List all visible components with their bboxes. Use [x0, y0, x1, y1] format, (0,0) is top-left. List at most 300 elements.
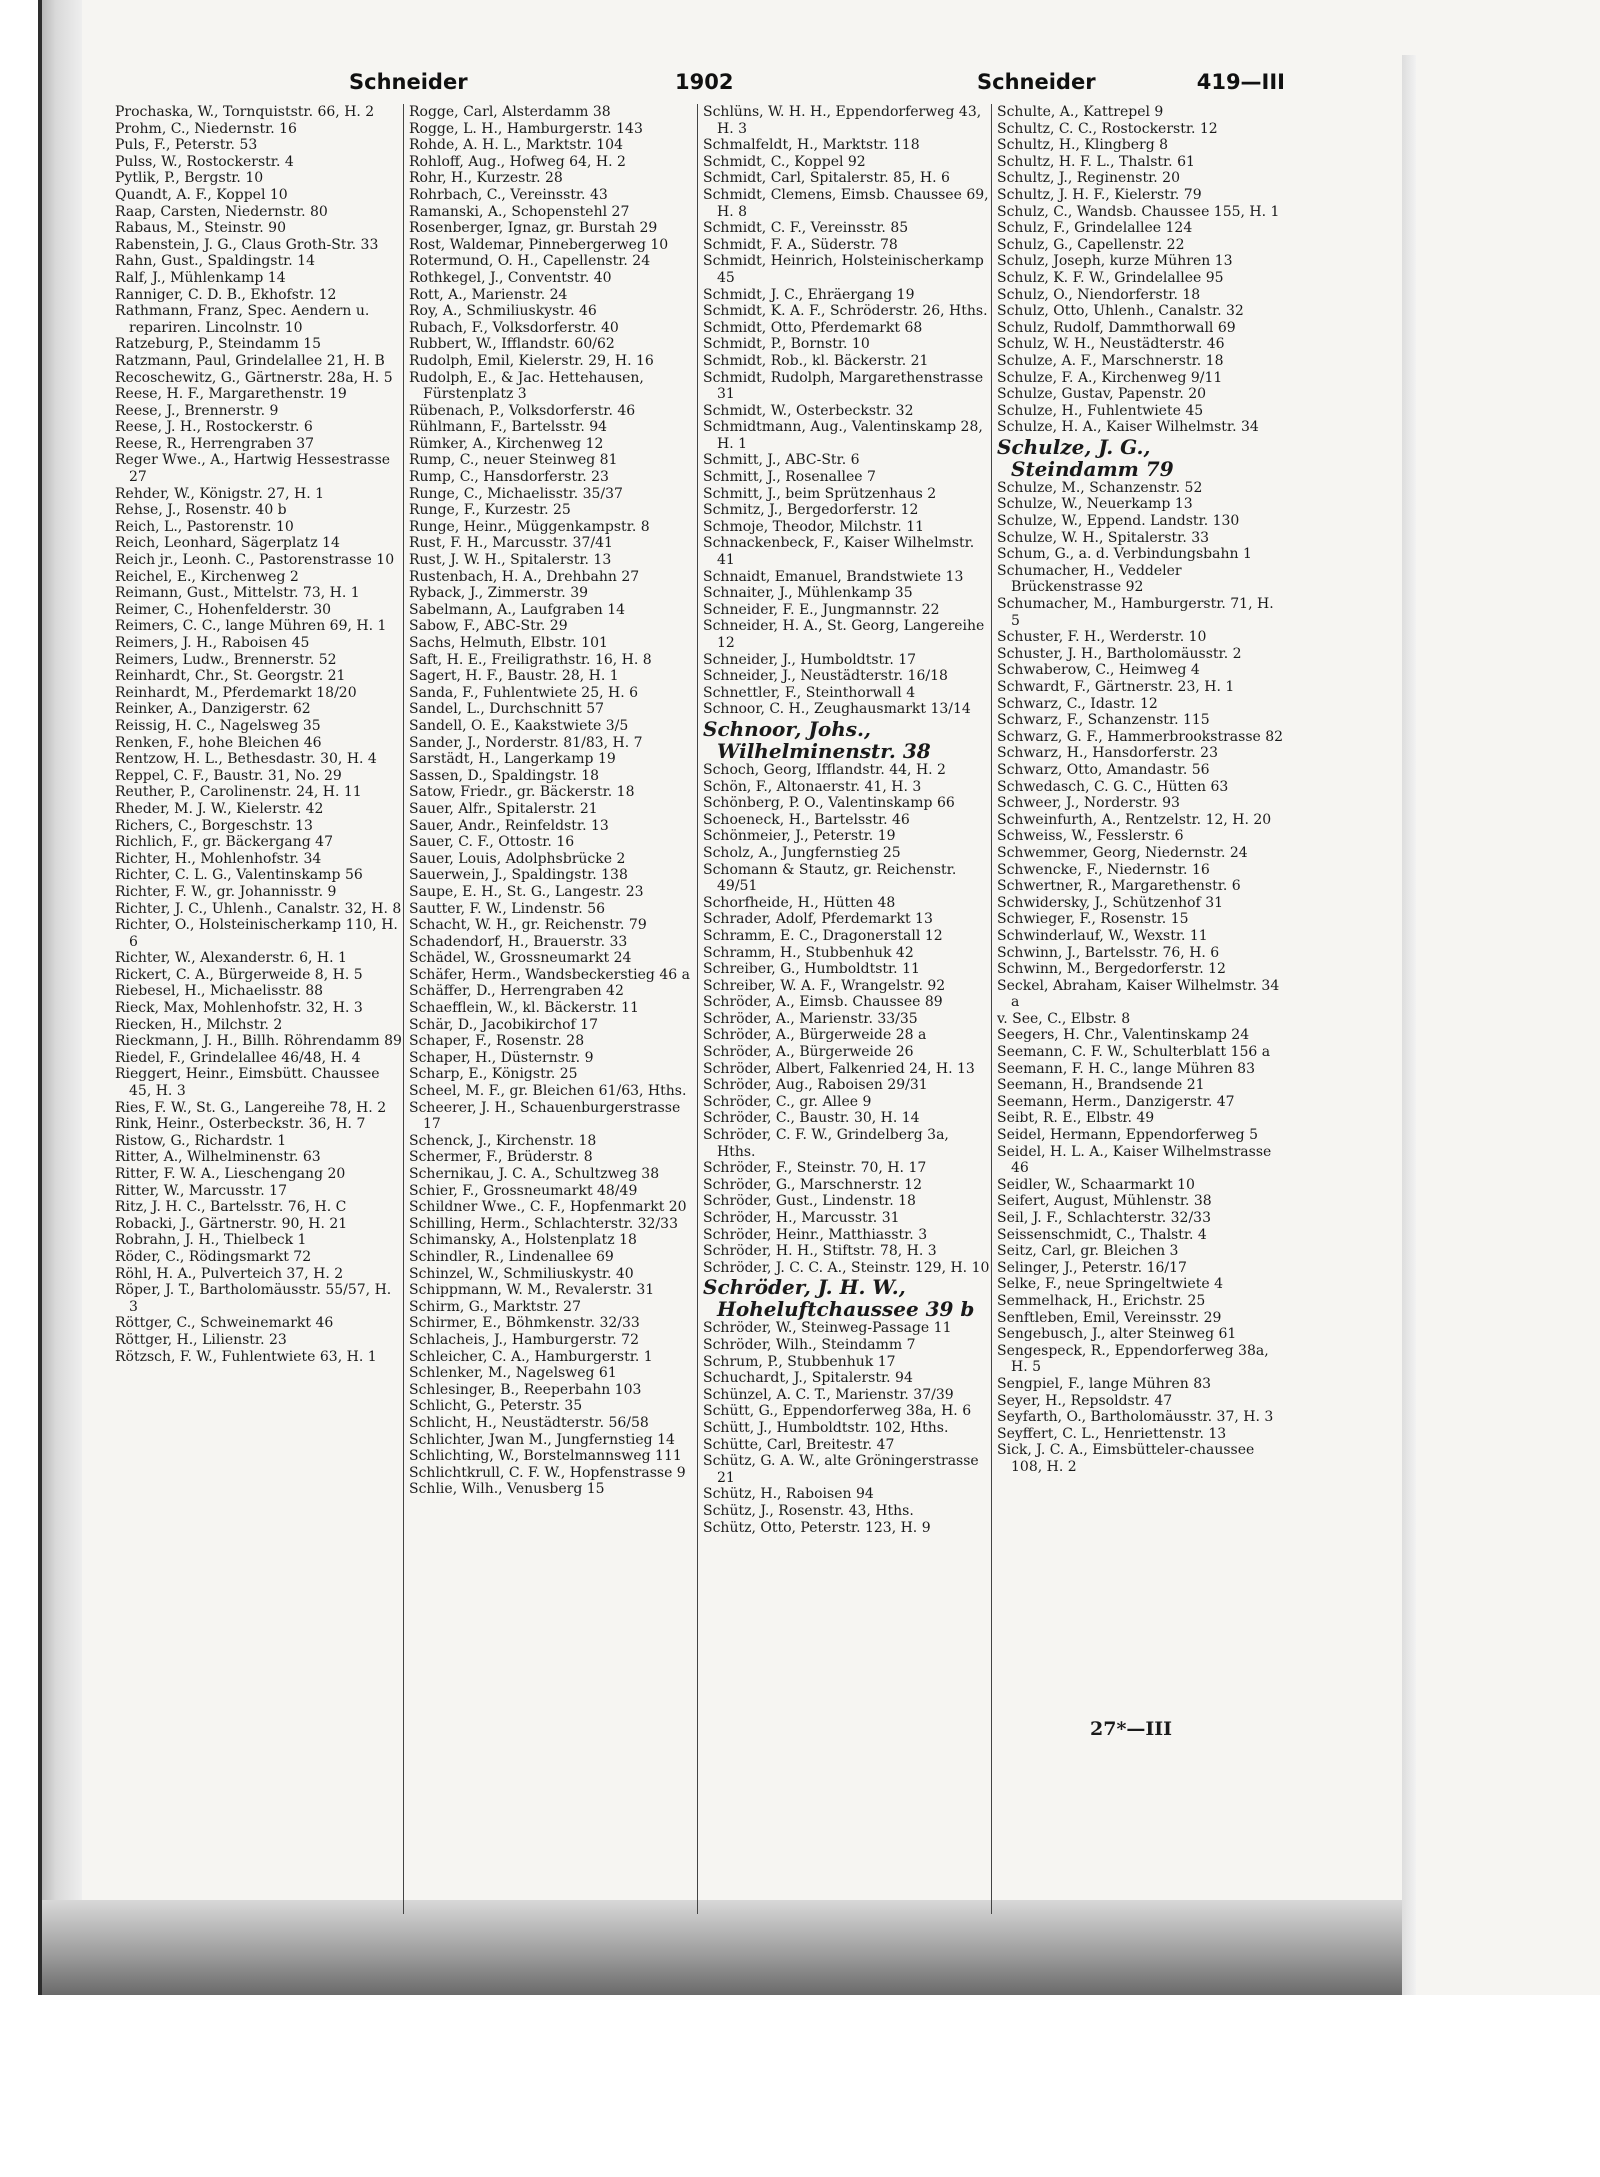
directory-entry: Rogge, L. H., Hamburgerstr. 143	[409, 120, 643, 137]
directory-entry: Renken, F., hohe Bleichen 46	[115, 734, 322, 751]
directory-entry: Prohm, C., Niedernstr. 16	[115, 120, 297, 137]
directory-entry: Schröder, A., Eimsb. Chaussee 89	[703, 994, 943, 1011]
directory-entry: Schröder, J. C. C. A., Steinstr. 129, H. 10	[703, 1259, 990, 1276]
directory-entry: Pulss, W., Rostockerstr. 4	[115, 153, 294, 170]
directory-entry: Rost, Waldemar, Pinnebergerweg 10	[409, 236, 669, 253]
directory-columns	[115, 104, 1285, 1904]
directory-entry: Seifert, August, Mühlenstr. 38	[997, 1193, 1212, 1210]
directory-entry: Schultz, J., Reginenstr. 20	[997, 170, 1180, 187]
directory-entry: Schlicht, G., Peterstr. 35	[409, 1398, 583, 1415]
directory-entry: Reese, R., Herrengraben 37	[115, 435, 315, 452]
directory-entry: Schmidt, Carl, Spitalerstr. 85, H. 6	[703, 170, 950, 187]
directory-entry: Rabenstein, J. G., Claus Groth-Str. 33	[115, 236, 379, 253]
directory-entry: Reich, Leonhard, Sägerplatz 14	[115, 535, 340, 552]
directory-entry: Reese, J. H., Rostockerstr. 6	[115, 419, 313, 436]
directory-entry: Richlich, F., gr. Bäckergang 47	[115, 834, 333, 851]
directory-entry: Schnettler, F., Steinthorwall 4	[703, 684, 916, 701]
page-edge-right	[1402, 55, 1416, 1995]
directory-entry: Schnaidt, Emanuel, Brandstwiete 13	[703, 568, 964, 585]
directory-entry: Rümker, A., Kirchenweg 12	[409, 435, 604, 452]
directory-entry: Schmalfeldt, H., Marktstr. 118	[703, 137, 920, 154]
directory-entry: Ryback, J., Zimmerstr. 39	[409, 585, 589, 602]
directory-entry: Schaper, H., Düsternstr. 9	[409, 1049, 594, 1066]
directory-entry: Schröder, W., Steinweg-Passage 11	[703, 1320, 952, 1337]
directory-entry: Ramanski, A., Schopenstehl 27	[409, 203, 630, 220]
directory-entry: Sagert, H. F., Baustr. 28, H. 1	[409, 668, 619, 685]
directory-entry: Quandt, A. F., Koppel 10	[115, 186, 288, 203]
directory-entry: Reger Wwe., A., Hartwig Hessestrasse 27	[115, 452, 391, 486]
directory-entry: Reich jr., Leonh. C., Pastorenstrasse 10	[115, 552, 395, 569]
directory-entry: Rieck, Max, Mohlenhofstr. 32, H. 3	[115, 1000, 363, 1017]
directory-entry: Schlüns, W. H. H., Eppendorferweg 43, H. 3	[703, 104, 982, 137]
directory-entry: Schadendorf, H., Brauerstr. 33	[409, 933, 628, 950]
directory-entry: Schulz, Otto, Uhlenh., Canalstr. 32	[997, 303, 1244, 320]
directory-entry: Ritz, J. H. C., Bartelsstr. 76, H. C	[115, 1199, 347, 1216]
directory-entry: Pytlik, P., Bergstr. 10	[115, 170, 264, 187]
directory-entry: Sengpiel, F., lange Mühren 83	[997, 1375, 1212, 1392]
directory-entry: Schreiber, W. A. F., Wrangelstr. 92	[703, 977, 946, 994]
directory-entry: Sachs, Helmuth, Elbstr. 101	[409, 635, 608, 651]
binding-edge	[0, 0, 42, 1995]
directory-entry: Ristow, G., Richardstr. 1	[115, 1132, 287, 1149]
directory-entry: Schrum, P., Stubbenhuk 17	[703, 1353, 896, 1370]
directory-entry: Schulze, W., Eppend. Landstr. 130	[997, 513, 1240, 530]
directory-entry: Schimansky, A., Holstenplatz 18	[409, 1232, 637, 1249]
directory-entry: Seidel, Hermann, Eppendorferweg 5	[997, 1127, 1258, 1144]
directory-entry: Röhl, H. A., Pulverteich 37, H. 2	[115, 1265, 344, 1282]
directory-entry: Schröder, Wilh., Steindamm 7	[703, 1336, 916, 1353]
directory-entry: Reinker, A., Danzigerstr. 62	[115, 701, 311, 718]
directory-entry: Riecken, H., Milchstr. 2	[115, 1016, 283, 1033]
directory-entry: Schlichting, W., Borstelmannsweg 111	[409, 1448, 682, 1465]
directory-entry: Sarstädt, H., Langerkamp 19	[409, 751, 616, 768]
directory-entry: Rogge, Carl, Alsterdamm 38	[409, 104, 611, 120]
directory-entry: Schön, F., Altonaerstr. 41, H. 3	[703, 778, 922, 795]
directory-entry: Roy, A., Schmiliuskystr. 46	[409, 303, 597, 320]
directory-entry: Schindler, R., Lindenallee 69	[409, 1248, 614, 1265]
directory-entry: Schwinn, M., Bergedorferstr. 12	[997, 961, 1226, 978]
directory-entry: Schmitt, J., beim Sprützenhaus 2	[703, 485, 937, 502]
directory-entry: Schütt, G., Eppendorferweg 38a, H. 6	[703, 1403, 972, 1420]
directory-entry: Sauer, Alfr., Spitalerstr. 21	[409, 800, 598, 817]
directory-entry: Schaper, F., Rosenstr. 28	[409, 1033, 585, 1050]
directory-entry: Schernikau, J. C. A., Schultzweg 38	[409, 1166, 660, 1182]
directory-entry: Schulz, Rudolf, Dammthorwall 69	[997, 319, 1236, 336]
column-3	[703, 104, 992, 1914]
directory-entry: Schröder, Aug., Raboisen 29/31	[703, 1077, 928, 1094]
directory-entry: Schmidt, C., Koppel 92	[703, 153, 866, 170]
directory-entry: Schütz, J., Rosenstr. 43, Hths.	[703, 1502, 914, 1519]
directory-entry: Schum, G., a. d. Verbindungsbahn 1	[997, 546, 1252, 563]
directory-entry: Schuchardt, J., Spitalerstr. 94	[703, 1370, 913, 1387]
directory-entry: Sengespeck, R., Eppendorferweg 38a, H. 5	[997, 1342, 1269, 1376]
directory-entry: Robacki, J., Gärtnerstr. 90, H. 21	[115, 1215, 348, 1232]
directory-entry: Schütt, J., Humboldtstr. 102, Hths.	[703, 1419, 949, 1436]
directory-entry: Röper, J. T., Bartholomäusstr. 55/57, H. 3	[115, 1282, 392, 1315]
directory-entry: Schweinfurth, A., Rentzelstr. 12, H. 20	[997, 811, 1272, 828]
directory-entry: Rühlmann, F., Bartelsstr. 94	[409, 419, 608, 436]
directory-entry: Seemann, F. H. C., lange Mühren 83	[997, 1060, 1255, 1077]
directory-entry: Schröder, A., Marienstr. 33/35	[703, 1010, 918, 1027]
directory-entry: Schröder, F., Steinstr. 70, H. 17	[703, 1160, 927, 1177]
directory-entry: Schulze, W., Neuerkamp 13	[997, 496, 1193, 513]
directory-entry: Reich, L., Pastorenstr. 10	[115, 518, 294, 535]
header-left-word: Schneider	[349, 70, 468, 94]
directory-entry: Schönberg, P. O., Valentinskamp 66	[703, 795, 955, 812]
directory-entry: Sabow, F., ABC-Str. 29	[409, 618, 568, 635]
directory-entry: Rustenbach, H. A., Drehbahn 27	[409, 568, 640, 585]
directory-entry: Selinger, J., Peterstr. 16/17	[997, 1259, 1187, 1276]
directory-entry: Rudolph, Emil, Kielerstr. 29, H. 16	[409, 352, 654, 369]
directory-entry: Schweer, J., Norderstr. 93	[997, 795, 1180, 812]
directory-entry: Röder, C., Rödingsmarkt 72	[115, 1248, 312, 1265]
directory-entry: Schumacher, M., Hamburgerstr. 71, H. 5	[997, 596, 1274, 629]
directory-entry: Rötzsch, F. W., Fuhlentwiete 63, H. 1	[115, 1348, 377, 1365]
directory-entry: Seemann, C. F. W., Schulterblatt 156 a	[997, 1044, 1271, 1061]
directory-entry: Satow, Friedr., gr. Bäckerstr. 18	[409, 784, 635, 801]
directory-entry: Schwaberow, C., Heimweg 4	[997, 662, 1200, 679]
directory-entry: Schultz, C. C., Rostockerstr. 12	[997, 120, 1218, 137]
directory-entry: Seitz, Carl, gr. Bleichen 3	[997, 1243, 1179, 1260]
directory-entry: Scholz, A., Jungfernstieg 25	[703, 844, 901, 861]
directory-entry: Schwinn, J., Bartelsstr. 76, H. 6	[997, 944, 1220, 961]
directory-entry: Rabaus, M., Steinstr. 90	[115, 220, 286, 237]
directory-entry: Sandell, O. E., Kaakstwiete 3/5	[409, 717, 629, 734]
directory-entry: Schröder, Albert, Falkenried 24, H. 13	[703, 1060, 975, 1077]
directory-entry: Rott, A., Marienstr. 24	[409, 286, 568, 303]
directory-entry: Reinhardt, Chr., St. Georgstr. 21	[115, 668, 346, 685]
directory-entry: Schlichtkrull, C. F. W., Hopfenstrasse 9	[409, 1464, 686, 1481]
directory-entry: Rübenach, P., Volksdorferstr. 46	[409, 402, 636, 419]
column-1	[115, 104, 404, 1914]
directory-entry: Schermer, F., Brüderstr. 8	[409, 1149, 593, 1166]
directory-entry: Schröder, A., Bürgerweide 26	[703, 1044, 914, 1061]
directory-entry: Seidler, W., Schaarmarkt 10	[997, 1176, 1195, 1193]
directory-entry: Rust, J. W. H., Spitalerstr. 13	[409, 552, 612, 569]
directory-entry: Rheder, M. J. W., Kielerstr. 42	[115, 800, 324, 817]
directory-entry: Saft, H. E., Freiligrathstr. 16, H. 8	[409, 651, 652, 668]
column-4	[997, 104, 1285, 1914]
directory-entry: Seemann, Herm., Danzigerstr. 47	[997, 1093, 1235, 1110]
directory-entry: Schulze, F. A., Kirchenweg 9/11	[997, 369, 1223, 386]
directory-entry: Richter, C. L. G., Valentinskamp 56	[115, 867, 363, 884]
directory-entry: Sauer, Andr., Reinfeldstr. 13	[409, 817, 609, 834]
directory-entry: Schröder, H. H., Stiftstr. 78, H. 3	[703, 1243, 937, 1260]
directory-entry: Schwidersky, J., Schützenhof 31	[997, 894, 1224, 911]
directory-entry: Seyfarth, O., Bartholomäusstr. 37, H. 3	[997, 1409, 1274, 1426]
directory-entry: Schmidt, Rob., kl. Bäckerstr. 21	[703, 352, 929, 369]
directory-entry: Rentzow, H. L., Bethesdastr. 30, H. 4	[115, 751, 377, 768]
directory-entry: Schmidt, C. F., Vereinsstr. 85	[703, 220, 909, 237]
directory-entry: Schwarz, F., Schanzenstr. 115	[997, 712, 1210, 729]
directory-entry: Reese, J., Brennerstr. 9	[115, 402, 279, 419]
directory-entry: Rickert, C. A., Bürgerweide 8, H. 5	[115, 966, 363, 983]
directory-entry: Scheel, M. F., gr. Bleichen 61/63, Hths.	[409, 1083, 687, 1100]
directory-entry: Sengebusch, J., alter Steinweg 61	[997, 1326, 1237, 1343]
directory-entry: Rosenberger, Ignaz, gr. Burstah 29	[409, 220, 658, 237]
directory-entry: Rump, C., Hansdorferstr. 23	[409, 469, 609, 486]
directory-entry: Richter, J. C., Uhlenh., Canalstr. 32, H. 8	[115, 900, 402, 917]
directory-entry: Schuster, J. H., Bartholomäusstr. 2	[997, 645, 1242, 662]
directory-entry: Schulz, O., Niendorferstr. 18	[997, 286, 1201, 303]
directory-entry: Schulz, G., Capellenstr. 22	[997, 236, 1185, 253]
directory-entry: Schönmeier, J., Peterstr. 19	[703, 828, 896, 845]
directory-entry: Seyffert, C. L., Henriettenstr. 13	[997, 1425, 1227, 1442]
directory-entry: Schröder, C., Baustr. 30, H. 14	[703, 1110, 920, 1127]
page-shadow-left	[42, 0, 82, 1995]
directory-entry: Schippmann, W. M., Revalerstr. 31	[409, 1282, 655, 1299]
directory-entry: Schleicher, C. A., Hamburgerstr. 1	[409, 1348, 653, 1365]
directory-entry: Sandel, L., Durchschnitt 57	[409, 701, 605, 718]
directory-entry: Schröder, H., Marcusstr. 31	[703, 1210, 900, 1226]
directory-entry: Rohloff, Aug., Hofweg 64, H. 2	[409, 153, 626, 170]
directory-entry: Schoeneck, H., Bartelsstr. 46	[703, 811, 910, 828]
directory-entry: Schaefflein, W., kl. Bäckerstr. 11	[409, 1000, 639, 1017]
directory-entry: Selke, F., neue Springeltwiete 4	[997, 1276, 1224, 1293]
directory-entry: Schwencke, F., Niedernstr. 16	[997, 861, 1210, 878]
directory-entry: Schuster, F. H., Werderstr. 10	[997, 629, 1207, 646]
directory-entry: Rothkegel, J., Conventstr. 40	[409, 269, 612, 286]
directory-entry: Schulz, F., Grindelallee 124	[997, 220, 1193, 237]
directory-entry: Schädel, W., Grossneumarkt 24	[409, 950, 632, 967]
directory-entry: Schwarz, Otto, Amandastr. 56	[997, 761, 1210, 778]
directory-entry: Reimer, C., Hohenfelderstr. 30	[115, 601, 332, 618]
directory-entry: Sauer, Louis, Adolphsbrücke 2	[409, 850, 626, 867]
directory-entry: Robrahn, J. H., Thielbeck 1	[115, 1232, 307, 1249]
directory-entry: Ratzmann, Paul, Grindelallee 21, H. B	[115, 352, 385, 369]
directory-entry: Rohrbach, C., Vereinsstr. 43	[409, 186, 608, 203]
directory-entry: Schwedasch, C. G. C., Hütten 63	[997, 778, 1229, 795]
directory-entry: Schlesinger, B., Reeperbahn 103	[409, 1381, 642, 1398]
directory-entry: Seegers, H. Chr., Valentinskamp 24	[997, 1027, 1250, 1044]
directory-entry: Schnoor, C. H., Zeughausmarkt 13/14	[703, 701, 971, 718]
directory-entry: Schmidt, P., Bornstr. 10	[703, 336, 870, 353]
directory-entry: Semmelhack, H., Erichstr. 25	[997, 1292, 1206, 1309]
directory-entry: Schwinderlauf, W., Wexstr. 11	[997, 927, 1208, 944]
directory-entry: Schnoor, Johs., Wilhelminenstr. 38	[703, 716, 931, 763]
directory-entry: Reissig, H. C., Nagelsweg 35	[115, 717, 321, 734]
directory-entry: Schulze, W. H., Spitalerstr. 33	[997, 529, 1210, 546]
directory-entry: Seemann, H., Brandsende 21	[997, 1077, 1205, 1094]
directory-entry: Richter, O., Holsteinischerkamp 110, H. 6	[115, 917, 398, 950]
directory-entry: Schütz, Otto, Peterstr. 123, H. 9	[703, 1519, 931, 1536]
header-year: 1902	[675, 70, 734, 94]
directory-entry: Reinhardt, M., Pferdemarkt 18/20	[115, 684, 357, 701]
directory-entry: Röttger, H., Lilienstr. 23	[115, 1331, 287, 1348]
directory-entry: Reppel, C. F., Baustr. 31, No. 29	[115, 767, 342, 784]
directory-entry: Schmidtmann, Aug., Valentinskamp 28, H. 1	[703, 419, 983, 452]
directory-entry: Schlichter, Jwan M., Jungfernstieg 14	[409, 1431, 675, 1448]
directory-entry: Schwarz, G. F., Hammerbrookstrasse 82	[997, 728, 1284, 745]
column-2	[409, 104, 698, 1914]
directory-entry: Schwertner, R., Margarethenstr. 6	[997, 878, 1241, 895]
directory-entry: Schweiss, W., Fesslerstr. 6	[997, 828, 1184, 845]
directory-entry: Reimann, Gust., Mittelstr. 73, H. 1	[115, 585, 360, 602]
directory-entry: Rubbert, W., Ifflandstr. 60/62	[409, 336, 615, 353]
directory-entry: Schneider, H. A., St. Georg, Langereihe 12	[703, 618, 985, 651]
directory-entry: Rump, C., neuer Steinweg 81	[409, 452, 618, 469]
directory-entry: Schramm, E. C., Dragonerstall 12	[703, 927, 943, 944]
directory-entry: Schmidt, J. C., Ehräergang 19	[703, 286, 915, 303]
directory-entry: Rudolph, E., & Jac. Hettehausen, Fürstenplatz 3	[409, 369, 644, 403]
directory-entry: Schnackenbeck, F., Kaiser Wilhelmstr. 41	[703, 535, 975, 569]
directory-entry: Senftleben, Emil, Vereinsstr. 29	[997, 1309, 1222, 1326]
directory-entry: Richter, W., Alexanderstr. 6, H. 1	[115, 950, 347, 967]
directory-entry: Raap, Carsten, Niedernstr. 80	[115, 203, 328, 220]
directory-entry: Puls, F., Peterstr. 53	[115, 137, 258, 154]
directory-entry: Schmoje, Theodor, Milchstr. 11	[703, 518, 925, 535]
directory-entry: Sauer, C. F., Ottostr. 16	[409, 834, 575, 851]
directory-entry: Schmidt, Otto, Pferdemarkt 68	[703, 319, 923, 336]
directory-entry: Schlacheis, J., Hamburgerstr. 72	[409, 1331, 639, 1348]
directory-entry: Schröder, A., Bürgerweide 28 a	[703, 1027, 927, 1044]
directory-entry: Schwieger, F., Rosenstr. 15	[997, 911, 1189, 928]
directory-entry: Runge, C., Michaelisstr. 35/37	[409, 485, 623, 502]
directory-entry: Richter, F. W., gr. Johannisstr. 9	[115, 883, 337, 900]
directory-entry: Schomann & Stautz, gr. Reichenstr. 49/51	[703, 861, 957, 895]
directory-entry: Sautter, F. W., Lindenstr. 56	[409, 900, 606, 917]
directory-entry: Riebesel, H., Michaelisstr. 88	[115, 983, 324, 1000]
directory-entry: Rohde, A. H. L., Marktstr. 104	[409, 137, 623, 154]
directory-entry: Scharp, E., Königstr. 25	[409, 1066, 578, 1083]
directory-entry: Schulze, A. F., Marschnerstr. 18	[997, 352, 1224, 369]
directory-entry: Ranniger, C. D. B., Ekhofstr. 12	[115, 286, 337, 303]
directory-entry: Sauerwein, J., Spaldingstr. 138	[409, 867, 628, 884]
directory-entry: Schneider, J., Neustädterstr. 16/18	[703, 668, 948, 685]
directory-entry: Rink, Heinr., Osterbeckstr. 36, H. 7	[115, 1116, 366, 1133]
directory-entry: Schmidt, W., Osterbeckstr. 32	[703, 402, 914, 419]
directory-entry: Schlicht, H., Neustädterstr. 56/58	[409, 1414, 649, 1431]
directory-entry: Rehse, J., Rosenstr. 40 b	[115, 502, 287, 519]
directory-entry: Schulz, C., Wandsb. Chaussee 155, H. 1	[997, 203, 1280, 220]
directory-entry: Schäffer, D., Herrengraben 42	[409, 983, 624, 1000]
directory-entry: Schnaiter, J., Mühlenkamp 35	[703, 585, 913, 602]
directory-entry: Schwardt, F., Gärtnerstr. 23, H. 1	[997, 679, 1235, 695]
directory-entry: Sander, J., Norderstr. 81/83, H. 7	[409, 734, 643, 751]
directory-entry: Schulze, J. G., Steindamm 79	[997, 434, 1174, 481]
directory-entry: Schulte, A., Kattrepel 9	[997, 104, 1164, 120]
directory-entry: Schütz, G. A. W., alte Gröningerstrasse 21	[703, 1453, 979, 1486]
directory-entry: Reimers, Ludw., Brennerstr. 52	[115, 651, 337, 668]
directory-entry: Seissenschmidt, C., Thalstr. 4	[997, 1226, 1207, 1243]
directory-entry: Schlenker, M., Nagelsweg 61	[409, 1365, 617, 1382]
directory-entry: Saupe, E. H., St. G., Langestr. 23	[409, 883, 644, 900]
directory-entry: Schmitz, J., Bergedorferstr. 12	[703, 502, 919, 519]
running-header	[115, 70, 1285, 104]
directory-entry: Schütz, H., Raboisen 94	[703, 1486, 874, 1503]
directory-entry: Schäfer, Herm., Wandsbeckerstieg 46 a	[409, 966, 690, 983]
directory-entry: Schneider, F. E., Jungmannstr. 22	[703, 601, 940, 618]
directory-entry: Richers, C., Borgeschstr. 13	[115, 817, 313, 834]
directory-entry: Schenck, J., Kirchenstr. 18	[409, 1132, 597, 1149]
directory-entry: Sanda, F., Fuhlentwiete 25, H. 6	[409, 684, 639, 701]
directory-entry: Schilling, Herm., Schlachterstr. 32/33	[409, 1215, 678, 1232]
directory-entry: Seidel, H. L. A., Kaiser Wilhelmstrasse 46	[997, 1143, 1272, 1177]
directory-entry: Schmidt, F. A., Süderstr. 78	[703, 236, 898, 253]
directory-entry: Seil, J. F., Schlachterstr. 32/33	[997, 1210, 1211, 1226]
directory-entry: Seyer, H., Repsoldstr. 47	[997, 1392, 1173, 1409]
directory-entry: Schultz, J. H. F., Kielerstr. 79	[997, 186, 1202, 203]
directory-entry: Ritter, W., Marcusstr. 17	[115, 1182, 287, 1199]
directory-entry: Schulze, M., Schanzenstr. 52	[997, 479, 1203, 496]
directory-entry: Reimers, J. H., Raboisen 45	[115, 635, 310, 651]
directory-entry: Ritter, F. W. A., Lieschengang 20	[115, 1166, 346, 1182]
directory-entry: Runge, F., Kurzestr. 25	[409, 502, 571, 519]
directory-entry: Schirmer, E., Böhmkenstr. 32/33	[409, 1315, 640, 1332]
directory-entry: Ritter, A., Wilhelminenstr. 63	[115, 1149, 321, 1166]
directory-entry: Rieggert, Heinr., Eimsbütt. Chaussee 45, H. 3	[115, 1066, 380, 1100]
directory-entry: Rehder, W., Königstr. 27, H. 1	[115, 485, 325, 502]
directory-entry: Schulz, Joseph, kurze Mühren 13	[997, 253, 1233, 270]
directory-entry: Sassen, D., Spaldingstr. 18	[409, 767, 600, 784]
directory-entry: Schmidt, Rudolph, Margarethenstrasse 31	[703, 369, 984, 403]
directory-entry: v. See, C., Elbstr. 8	[997, 1010, 1131, 1027]
directory-entry: Röttger, C., Schweinemarkt 46	[115, 1315, 334, 1332]
directory-entry: Schneider, J., Humboldtstr. 17	[703, 651, 917, 668]
directory-entry: Reese, H. F., Margarethenstr. 19	[115, 386, 347, 403]
directory-entry: Reuther, P., Carolinenstr. 24, H. 11	[115, 784, 362, 801]
directory-entry: Runge, Heinr., Müggenkampstr. 8	[409, 518, 650, 535]
directory-entry: Schacht, W. H., gr. Reichenstr. 79	[409, 917, 647, 934]
directory-entry: Schulz, W. H., Neustädterstr. 46	[997, 336, 1225, 353]
header-right-word: Schneider	[977, 70, 1096, 94]
directory-entry: Schier, F., Grossneumarkt 48/49	[409, 1182, 638, 1199]
directory-entry: Schmidt, Clemens, Eimsb. Chaussee 69, H. 8	[703, 186, 989, 220]
directory-entry: Schröder, J. H. W., Hoheluftchaussee 39 b	[703, 1275, 975, 1322]
directory-entry: Schinzel, W., Schmiliuskystr. 40	[409, 1265, 634, 1282]
directory-entry: Reimers, C. C., lange Mühren 69, H. 1	[115, 618, 387, 635]
directory-entry: Richter, H., Mohlenhofstr. 34	[115, 850, 322, 867]
directory-entry: Schär, D., Jacobikirchof 17	[409, 1016, 598, 1033]
directory-entry: Sick, J. C. A., Eimsbütteler-chaussee 108, H. 2	[997, 1442, 1255, 1475]
directory-entry: Schwemmer, Georg, Niedernstr. 24	[997, 844, 1248, 861]
directory-entry: Seibt, R. E., Elbstr. 49	[997, 1110, 1155, 1127]
directory-entry: Schulze, H. A., Kaiser Wilhelmstr. 34	[997, 419, 1259, 436]
directory-entry: Reichel, E., Kirchenweg 2	[115, 568, 299, 585]
directory-entry: Schmitt, J., ABC-Str. 6	[703, 452, 860, 469]
directory-entry: Schulze, Gustav, Papenstr. 20	[997, 386, 1207, 403]
directory-entry: Rubach, F., Volksdorferstr. 40	[409, 319, 619, 336]
directory-entry: Ries, F. W., St. G., Langereihe 78, H. 2	[115, 1099, 387, 1116]
directory-entry: Schumacher, H., Veddeler Brückenstrasse 92	[997, 562, 1182, 596]
directory-entry: Schulze, H., Fuhlentwiete 45	[997, 402, 1204, 419]
directory-entry: Schmidt, K. A. F., Schröderstr. 26, Hths.	[703, 303, 988, 320]
header-page-number: 419—III	[1196, 70, 1285, 94]
directory-entry: Schmitt, J., Rosenallee 7	[703, 469, 876, 486]
directory-entry: Schorfheide, H., Hütten 48	[703, 894, 896, 911]
directory-entry: Rotermund, O. H., Capellenstr. 24	[409, 253, 651, 270]
directory-entry: Schröder, C. F. W., Grindelberg 3a, Hths.	[703, 1127, 949, 1160]
directory-entry: Sabelmann, A., Laufgraben 14	[409, 601, 626, 618]
directory-entry: Schramm, H., Stubbenhuk 42	[703, 944, 914, 961]
directory-entry: Schünzel, A. C. T., Marienstr. 37/39	[703, 1386, 954, 1403]
directory-entry: Rathmann, Franz, Spec. Aendern u. repariren. Lincolnstr. 10	[115, 303, 370, 336]
directory-entry: Rust, F. H., Marcusstr. 37/41	[409, 535, 613, 552]
signature-mark: 27*—III	[1090, 1718, 1173, 1740]
directory-entry: Scheerer, J. H., Schauenburgerstrasse 17	[409, 1099, 681, 1133]
directory-entry: Schirm, G., Marktstr. 27	[409, 1298, 581, 1315]
directory-entry: Schwarz, C., Idastr. 12	[997, 695, 1158, 712]
directory-entry: Rohr, H., Kurzestr. 28	[409, 170, 563, 187]
directory-entry: Seckel, Abraham, Kaiser Wilhelmstr. 34 a	[997, 977, 1280, 1011]
directory-entry: Schrader, Adolf, Pferdemarkt 13	[703, 911, 933, 928]
directory-entry: Schwarz, H., Hansdorferstr. 23	[997, 745, 1218, 762]
directory-entry: Rieckmann, J. H., Billh. Röhrendamm 89	[115, 1033, 402, 1050]
directory-entry: Schröder, Gust., Lindenstr. 18	[703, 1193, 916, 1210]
directory-entry: Schütte, Carl, Breitestr. 47	[703, 1436, 895, 1453]
directory-entry: Ratzeburg, P., Steindamm 15	[115, 336, 322, 353]
directory-entry: Schultz, H., Klingberg 8	[997, 137, 1169, 154]
